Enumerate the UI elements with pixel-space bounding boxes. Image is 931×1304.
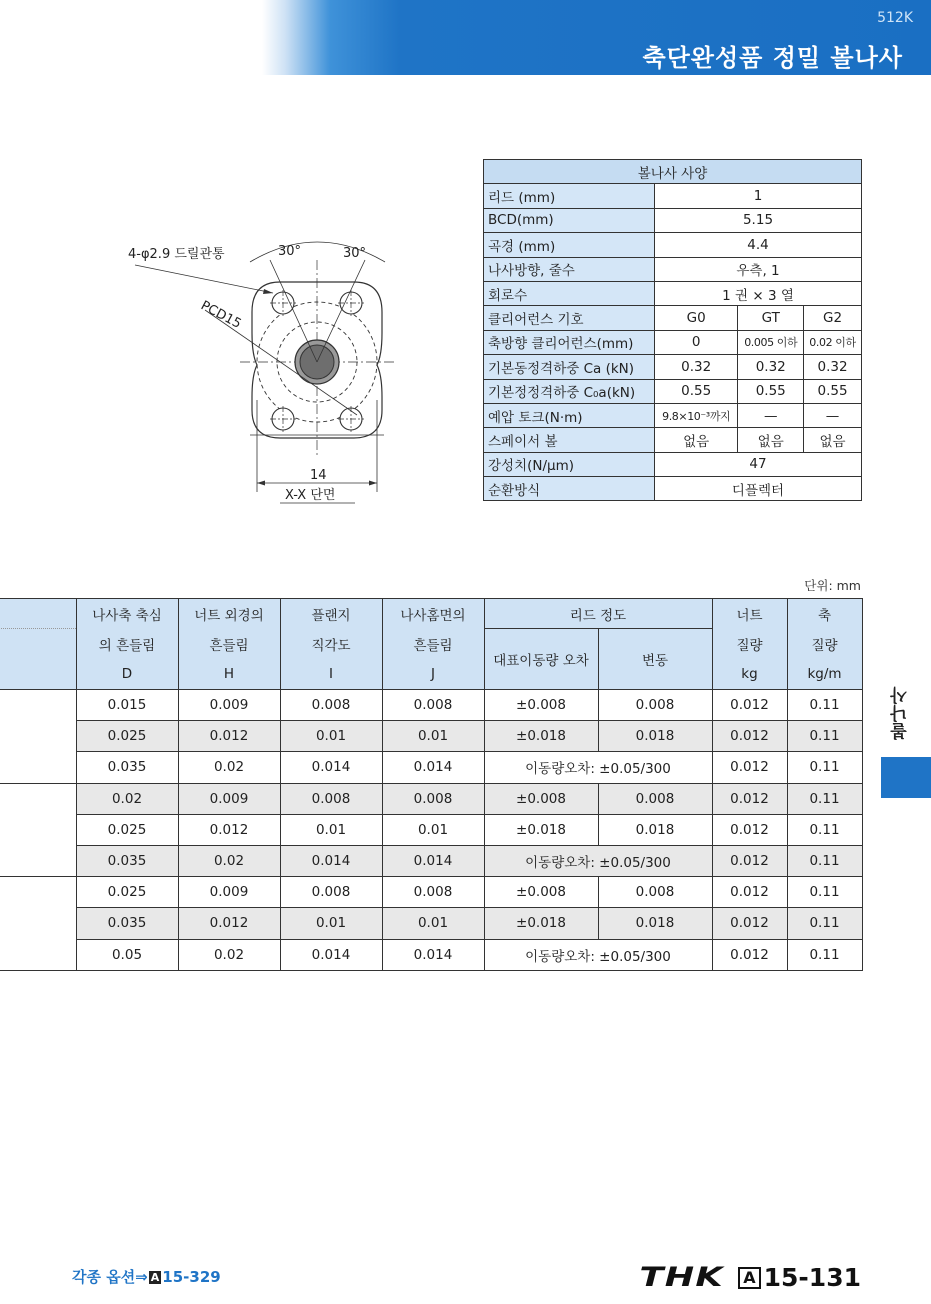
cell-i: 0.008 [280, 690, 382, 721]
header-d-2: 의 흔들림 [76, 629, 178, 660]
cell-lead-merged: 이동량오차: ±0.05/300 [484, 845, 712, 876]
cell-h: 0.009 [178, 783, 280, 814]
cell-lead-merged: 이동량오차: ±0.05/300 [484, 752, 712, 783]
cell-shaft-mass: 0.11 [787, 783, 862, 814]
cell-j: 0.01 [382, 721, 484, 752]
page-number: 15-131 [763, 1263, 861, 1292]
spec-value: 없음 [738, 428, 804, 452]
cell-nut-mass: 0.012 [712, 845, 787, 876]
table-row [0, 752, 862, 783]
header-i-sym: I [280, 659, 382, 690]
cell-nut-mass: 0.012 [712, 939, 787, 970]
spec-value: 0.005 이하 [738, 330, 804, 354]
cell-d: 0.05 [76, 939, 178, 970]
cell-nut-mass: 0.012 [712, 721, 787, 752]
cell-h: 0.02 [178, 752, 280, 783]
side-index-label: 볼나사 [891, 686, 911, 740]
cell-nut-mass: 0.012 [712, 752, 787, 783]
header-j: 나사홈면의 [382, 599, 484, 629]
angle-right-label: 30° [343, 246, 367, 261]
header-j-2: 흔들림 [382, 629, 484, 660]
cell-h: 0.009 [178, 877, 280, 908]
cell-nut-mass: 0.012 [712, 814, 787, 845]
spec-value: 0.32 [738, 355, 804, 379]
cell-shaft-mass: 0.11 [787, 752, 862, 783]
page-title: 축단완성품 정밀 볼나사 [642, 44, 903, 72]
drill-label: 4-φ2.9 드릴관통 [128, 247, 225, 262]
cell-shaft-mass: 0.11 [787, 814, 862, 845]
spec-value: GT [738, 306, 804, 330]
spec-label: 예압 토크(N·m) [484, 403, 655, 427]
header-lead: 리드 정도 [484, 599, 712, 629]
angle-left-label: 30° [278, 244, 302, 259]
table-row [0, 690, 862, 721]
spec-label: 강성치(N/μm) [484, 452, 655, 476]
cell-d: 0.025 [76, 877, 178, 908]
header-h-2: 흔들림 [178, 629, 280, 660]
cell-shaft-mass: 0.11 [787, 877, 862, 908]
header-shaft-2: 질량 [787, 629, 862, 660]
spec-label: 회로수 [484, 281, 655, 305]
cell-shaft-mass: 0.11 [787, 690, 862, 721]
spec-value: 0.32 [655, 355, 738, 379]
header-lead-var: 변동 [598, 629, 712, 690]
spec-value: 디플렉터 [655, 477, 862, 501]
cell-i: 0.014 [280, 752, 382, 783]
cell-j: 0.01 [382, 908, 484, 939]
spec-label: 기본정정격하중 C₀a(kN) [484, 379, 655, 403]
spec-value: 1 [655, 184, 862, 208]
cell-j: 0.008 [382, 690, 484, 721]
cell-shaft-mass: 0.11 [787, 721, 862, 752]
spec-value: 9.8×10⁻³까지 [655, 403, 738, 427]
spec-value: 0.55 [804, 379, 862, 403]
cell-lead-var: 0.018 [598, 814, 712, 845]
cell-d: 0.02 [76, 783, 178, 814]
cell-lead-rep: ±0.018 [484, 721, 598, 752]
cell-d: 0.035 [76, 752, 178, 783]
cell-lead-merged: 이동량오차: ±0.05/300 [484, 939, 712, 970]
side-index-tab[interactable] [881, 757, 931, 798]
width-label: 14 [310, 468, 327, 483]
header-i-2: 직각도 [280, 629, 382, 660]
footer-page-info [639, 1262, 861, 1293]
spec-label: 순환방식 [484, 477, 655, 501]
cross-section-drawing [120, 230, 400, 520]
cell-h: 0.009 [178, 690, 280, 721]
cell-shaft-mass: 0.11 [787, 939, 862, 970]
spec-value: 0.55 [655, 379, 738, 403]
cell-i: 0.01 [280, 814, 382, 845]
header-shaft-unit: kg/m [787, 659, 862, 690]
header-h-sym: H [178, 659, 280, 690]
cell-d: 0.035 [76, 845, 178, 876]
spec-header: 볼나사 사양 [484, 160, 862, 184]
spec-value: 없음 [655, 428, 738, 452]
cell-lead-var: 0.018 [598, 908, 712, 939]
cell-j: 0.014 [382, 752, 484, 783]
cell-lead-rep: ±0.018 [484, 814, 598, 845]
cell-lead-var: 0.018 [598, 721, 712, 752]
spec-value: 0.32 [804, 355, 862, 379]
header-nut-unit: kg [712, 659, 787, 690]
spec-value: 1 권 × 3 열 [655, 281, 862, 305]
table-row [0, 908, 862, 939]
cell-d: 0.035 [76, 908, 178, 939]
header-blank [0, 599, 76, 629]
spec-label: 리드 (mm) [484, 184, 655, 208]
cell-d: 0.015 [76, 690, 178, 721]
cell-shaft-mass: 0.11 [787, 908, 862, 939]
section-a-badge-large: A [738, 1267, 760, 1289]
spec-value: 5.15 [655, 208, 862, 232]
cell-j: 0.014 [382, 845, 484, 876]
cell-lead-var: 0.008 [598, 690, 712, 721]
table-row [0, 814, 862, 845]
cell-i: 0.008 [280, 877, 382, 908]
spec-value: G0 [655, 306, 738, 330]
spec-value: — [804, 403, 862, 427]
cell-nut-mass: 0.012 [712, 877, 787, 908]
unit-note: 단위: mm [804, 578, 861, 593]
cell-j: 0.014 [382, 939, 484, 970]
spec-label: 나사방향, 줄수 [484, 257, 655, 281]
cell-lead-rep: ±0.018 [484, 908, 598, 939]
accuracy-table [0, 598, 863, 971]
cell-h: 0.02 [178, 845, 280, 876]
cell-h: 0.012 [178, 814, 280, 845]
header-j-sym: J [382, 659, 484, 690]
table-row [0, 939, 862, 970]
spec-value: 0 [655, 330, 738, 354]
header-nut-2: 질량 [712, 629, 787, 660]
cell-nut-mass: 0.012 [712, 908, 787, 939]
cell-h: 0.02 [178, 939, 280, 970]
cell-d: 0.025 [76, 721, 178, 752]
header-d: 나사축 축심 [76, 599, 178, 629]
cell-j: 0.008 [382, 877, 484, 908]
cell-i: 0.01 [280, 908, 382, 939]
cell-i: 0.01 [280, 721, 382, 752]
spec-label: BCD(mm) [484, 208, 655, 232]
section-label: X-X 단면 [285, 488, 336, 503]
spec-value: — [738, 403, 804, 427]
spec-label: 기본동정격하중 Ca (kN) [484, 355, 655, 379]
cell-i: 0.014 [280, 845, 382, 876]
thk-logo: THK [639, 1262, 725, 1293]
table-row [0, 783, 862, 814]
ballscrew-spec-table [483, 159, 862, 501]
spec-value: G2 [804, 306, 862, 330]
cell-nut-mass: 0.012 [712, 690, 787, 721]
options-reference-link[interactable] [72, 1266, 221, 1287]
spec-value: 우측, 1 [655, 257, 862, 281]
options-text: 각종 옵션⇒ [72, 1268, 148, 1286]
header-nut: 너트 [712, 599, 787, 629]
cell-lead-rep: ±0.008 [484, 877, 598, 908]
header-h: 너트 외경의 [178, 599, 280, 629]
spec-value: 없음 [804, 428, 862, 452]
cell-d: 0.025 [76, 814, 178, 845]
cell-i: 0.014 [280, 939, 382, 970]
cell-lead-rep: ±0.008 [484, 783, 598, 814]
cell-nut-mass: 0.012 [712, 783, 787, 814]
table-row [0, 877, 862, 908]
cell-h: 0.012 [178, 908, 280, 939]
spec-value: 0.55 [738, 379, 804, 403]
options-page-ref: 15-329 [162, 1268, 221, 1286]
header-d-sym: D [76, 659, 178, 690]
spec-label: 곡경 (mm) [484, 233, 655, 257]
spec-label: 스페이서 볼 [484, 428, 655, 452]
spec-value: 4.4 [655, 233, 862, 257]
header-blank [0, 629, 76, 660]
cell-shaft-mass: 0.11 [787, 845, 862, 876]
spec-value: 0.02 이하 [804, 330, 862, 354]
cell-j: 0.008 [382, 783, 484, 814]
spec-label: 클리어런스 기호 [484, 306, 655, 330]
cell-h: 0.012 [178, 721, 280, 752]
cell-lead-var: 0.008 [598, 783, 712, 814]
header-i: 플랜지 [280, 599, 382, 629]
cell-lead-var: 0.008 [598, 877, 712, 908]
cell-i: 0.008 [280, 783, 382, 814]
header-blank [0, 659, 76, 690]
spec-value: 47 [655, 452, 862, 476]
table-row [0, 721, 862, 752]
header-shaft: 축 [787, 599, 862, 629]
cell-lead-rep: ±0.008 [484, 690, 598, 721]
pcd-label: PCD15 [198, 298, 244, 332]
cell-j: 0.01 [382, 814, 484, 845]
page-code: 512K [877, 10, 913, 26]
spec-label: 축방향 클리어런스(mm) [484, 330, 655, 354]
section-a-badge: A [150, 1271, 160, 1284]
header-lead-rep: 대표이동량 오차 [484, 629, 598, 690]
table-row [0, 845, 862, 876]
